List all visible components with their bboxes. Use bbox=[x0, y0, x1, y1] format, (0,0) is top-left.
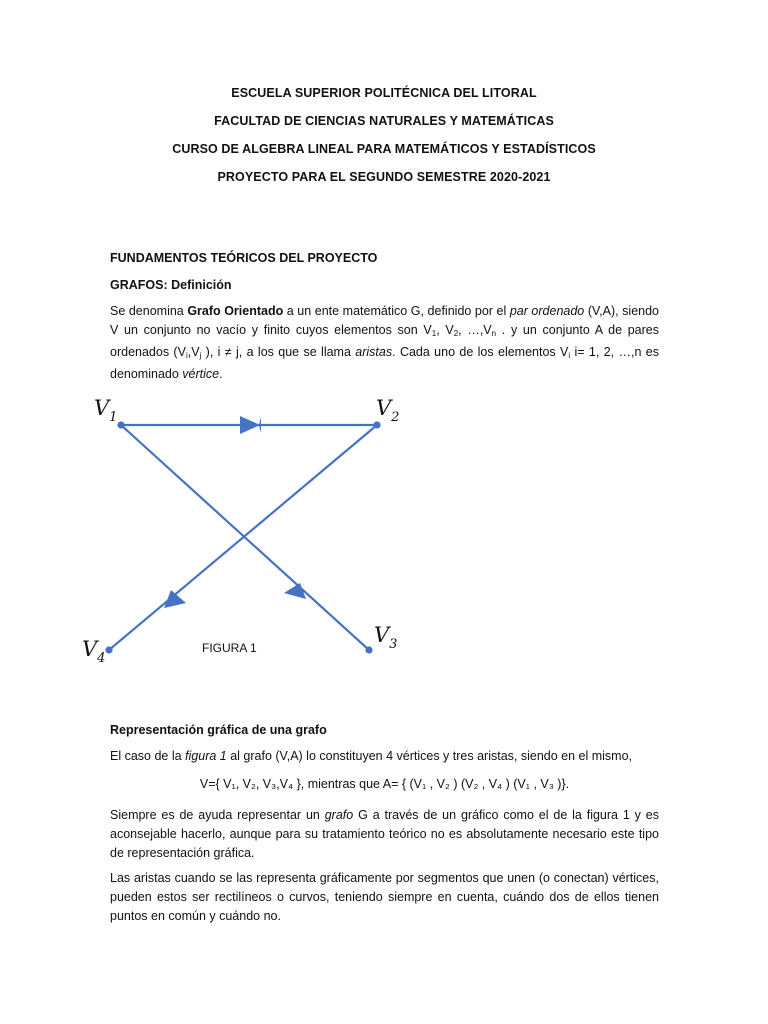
edge-v1-v2-arrowhead bbox=[240, 416, 260, 434]
header-course: CURSO DE ALGEBRA LINEAL PARA MATEMÁTICOS Y ESTADÍSTICOS bbox=[172, 142, 596, 156]
header-project: PROYECTO PARA EL SEGUNDO SEMESTRE 2020-2021 bbox=[217, 170, 551, 184]
section-title-representacion: Representación gráfica de una grafo bbox=[110, 723, 327, 737]
paragraph-edges: Las aristas cuando se las representa gráficamente por segmentos que unen (o conectan) vértices, pueden estos ser rectilíneos o curvos, teniendo siempre en cuenta, cuándo dos de ellos tienen puntos en común y cuándo no. bbox=[110, 871, 659, 923]
edge-v1-v3-arrowhead bbox=[284, 583, 306, 599]
paragraph-representation: Siempre es de ayuda representar un grafo G a través de un gráfico como el de la figura 1 y es aconsejable hacerlo, aunque para su tratamiento teórico no es absolutamente necesario este tipo de representación gráfica. bbox=[110, 808, 659, 860]
label-v4: $V_4$ bbox=[82, 637, 106, 666]
section-title-fundamentos: FUNDAMENTOS TEÓRICOS DEL PROYECTO bbox=[110, 251, 378, 265]
graph-figure bbox=[70, 385, 430, 675]
label-v3: $V_3$ bbox=[374, 623, 398, 652]
vertex-v1 bbox=[117, 421, 124, 428]
formula-sets: V={ V₁, V₂, V₃,V₄ }, mientras que A= { (V₁ , V₂ ) (V₂ , V₄ ) (V₁ , V₃ )}. bbox=[199, 777, 570, 791]
paragraph-figure-case: El caso de la figura 1 al grafo (V,A) lo constituyen 4 vértices y tres aristas, siendo en el mismo, bbox=[110, 749, 633, 763]
edge-v2-v4-arrowhead bbox=[164, 590, 186, 608]
vertex-v4 bbox=[105, 646, 112, 653]
label-v2: $V_2$ bbox=[376, 396, 400, 425]
figure-caption: FIGURA 1 bbox=[202, 641, 257, 655]
vertex-v2 bbox=[373, 421, 380, 428]
edge-v1-v3 bbox=[121, 425, 369, 650]
header-faculty: FACULTAD DE CIENCIAS NATURALES Y MATEMÁTICAS bbox=[214, 114, 554, 128]
paragraph-definition: Se denomina Grafo Orientado a un ente matemático G, definido por el par ordenado (V,A), siendo V un conjunto no vacío y finito cuyos elementos son $V_1$, $V_2$, $\dots,V_n$ . y un conjunto A de pares ordenados ($V_i,V_j$ ), i ≠ j, a los que se llama aristas. Cada uno de los elementos $V_i$ i= 1, 2, …,n es denominado vértice. bbox=[110, 304, 660, 381]
label-v1: $V_1$ bbox=[94, 396, 118, 425]
edge-v2-v4 bbox=[109, 425, 377, 650]
vertex-v3 bbox=[365, 646, 372, 653]
header-institution: ESCUELA SUPERIOR POLITÉCNICA DEL LITORAL bbox=[231, 86, 537, 100]
section-subtitle-grafos: GRAFOS: Definición bbox=[110, 278, 232, 292]
